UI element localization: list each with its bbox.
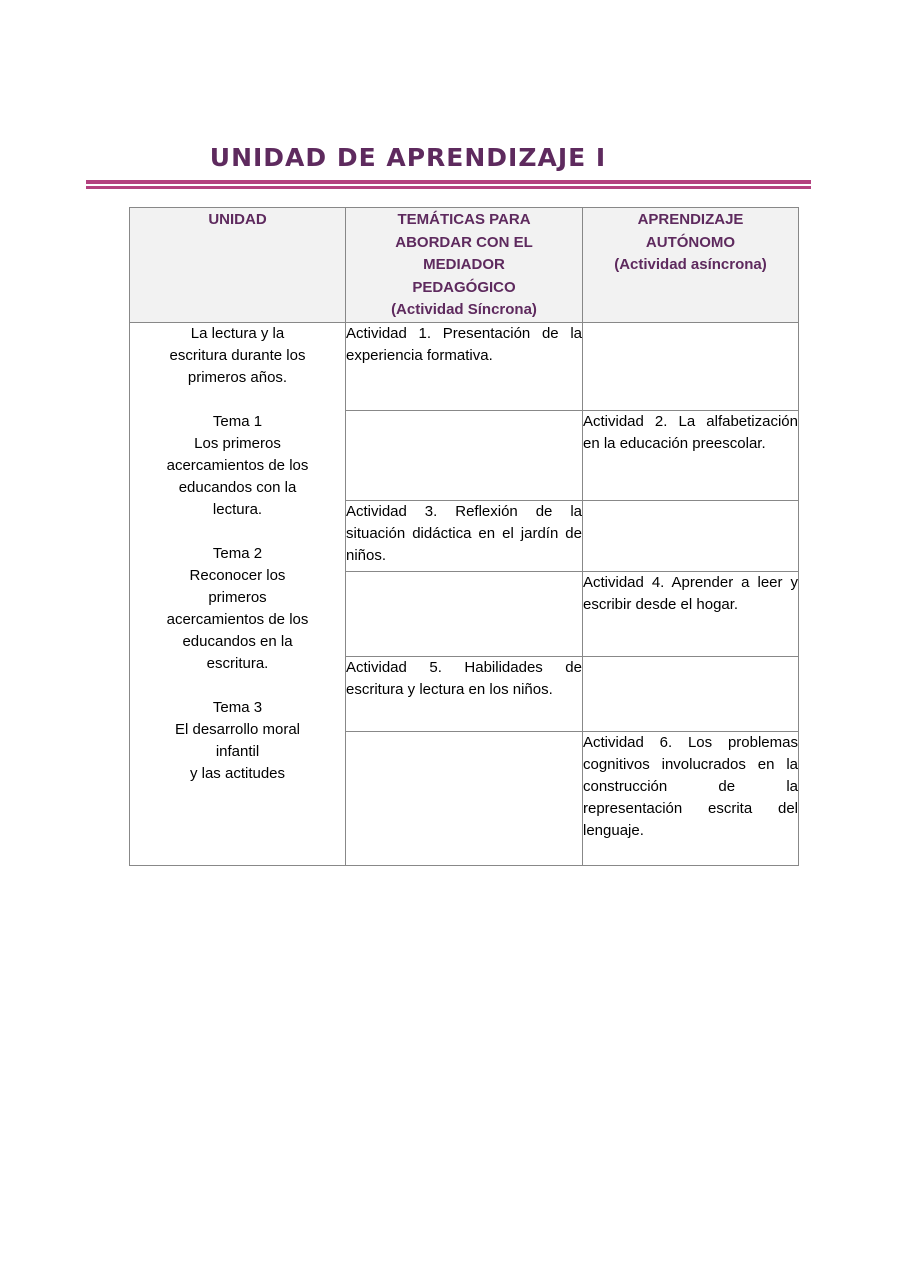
tema2-line: acercamientos de los: [166, 610, 309, 628]
unit-description-cell: [130, 322, 346, 865]
activity-4-cell: Actividad 4. Aprender a leer y escribir desde el hogar.: [583, 571, 799, 656]
activity-6-cell: Actividad 6. Los problemas cognitivos involucrados en la construcción de la representación escrita del lenguaje.: [583, 731, 799, 865]
tema3-line: y las actitudes: [189, 764, 286, 782]
unit-intro-line: escritura durante los: [169, 346, 306, 364]
tema1-line: acercamientos de los: [166, 456, 309, 474]
empty-cell: [583, 322, 799, 410]
tema1-line: lectura.: [212, 500, 263, 518]
empty-cell: [583, 656, 799, 731]
header-unidad-label: UNIDAD: [208, 211, 267, 228]
learning-unit-table: [129, 207, 799, 866]
page-title: UNIDAD DE APRENDIZAJE I: [209, 143, 607, 172]
empty-cell: [346, 571, 583, 656]
tema2-line: Reconocer los: [189, 566, 286, 584]
empty-cell: [346, 731, 583, 865]
title-rule-top: [86, 180, 811, 184]
spacer: [130, 675, 345, 697]
header-tematicas-line: TEMÁTICAS PARA: [397, 211, 531, 228]
tema3-line: El desarrollo moral: [174, 720, 301, 738]
header-tematicas-line: MEDIADOR: [423, 256, 505, 273]
tema3-line: Tema 3: [212, 698, 263, 716]
header-aprendizaje-line: (Actividad asíncrona): [614, 256, 767, 273]
empty-cell: [346, 410, 583, 500]
tema2-line: primeros: [208, 588, 267, 606]
tema2-line: Tema 2: [212, 544, 263, 562]
unit-intro-line: La lectura y la: [190, 324, 285, 342]
tema1-line: Los primeros: [194, 434, 281, 452]
title-rule-bottom: [86, 186, 811, 189]
header-tematicas: [346, 208, 583, 323]
activity-2-cell: Actividad 2. La alfabetización en la educación preescolar.: [583, 410, 799, 500]
header-tematicas-line: (Actividad Síncrona): [391, 301, 537, 318]
table-row: [130, 322, 799, 410]
table-header-row: [130, 208, 799, 323]
header-aprendizaje: [583, 208, 799, 323]
activity-5-cell: Actividad 5. Habilidades de escritura y lectura en los niños.: [346, 656, 583, 731]
unit-intro-line: primeros años.: [187, 368, 288, 386]
header-unidad: [130, 208, 346, 323]
tema1-line: Tema 1: [212, 412, 263, 430]
empty-cell: [583, 500, 799, 571]
activity-1-cell: Actividad 1. Presentación de la experiencia formativa.: [346, 322, 583, 410]
spacer: [130, 389, 345, 411]
header-tematicas-line: ABORDAR CON EL: [395, 233, 533, 251]
activity-3-cell: Actividad 3. Reflexión de la situación didáctica en el jardín de niños.: [346, 500, 583, 571]
header-aprendizaje-line: APRENDIZAJE: [637, 211, 744, 228]
tema1-line: educandos con la: [178, 478, 297, 496]
header-tematicas-line: PEDAGÓGICO: [412, 278, 516, 296]
tema2-line: educandos en la: [182, 632, 293, 650]
header-aprendizaje-line: AUTÓNOMO: [645, 233, 736, 251]
tema3-line: infantil: [215, 742, 260, 760]
spacer: [130, 521, 345, 543]
tema2-line: escritura.: [206, 654, 269, 672]
